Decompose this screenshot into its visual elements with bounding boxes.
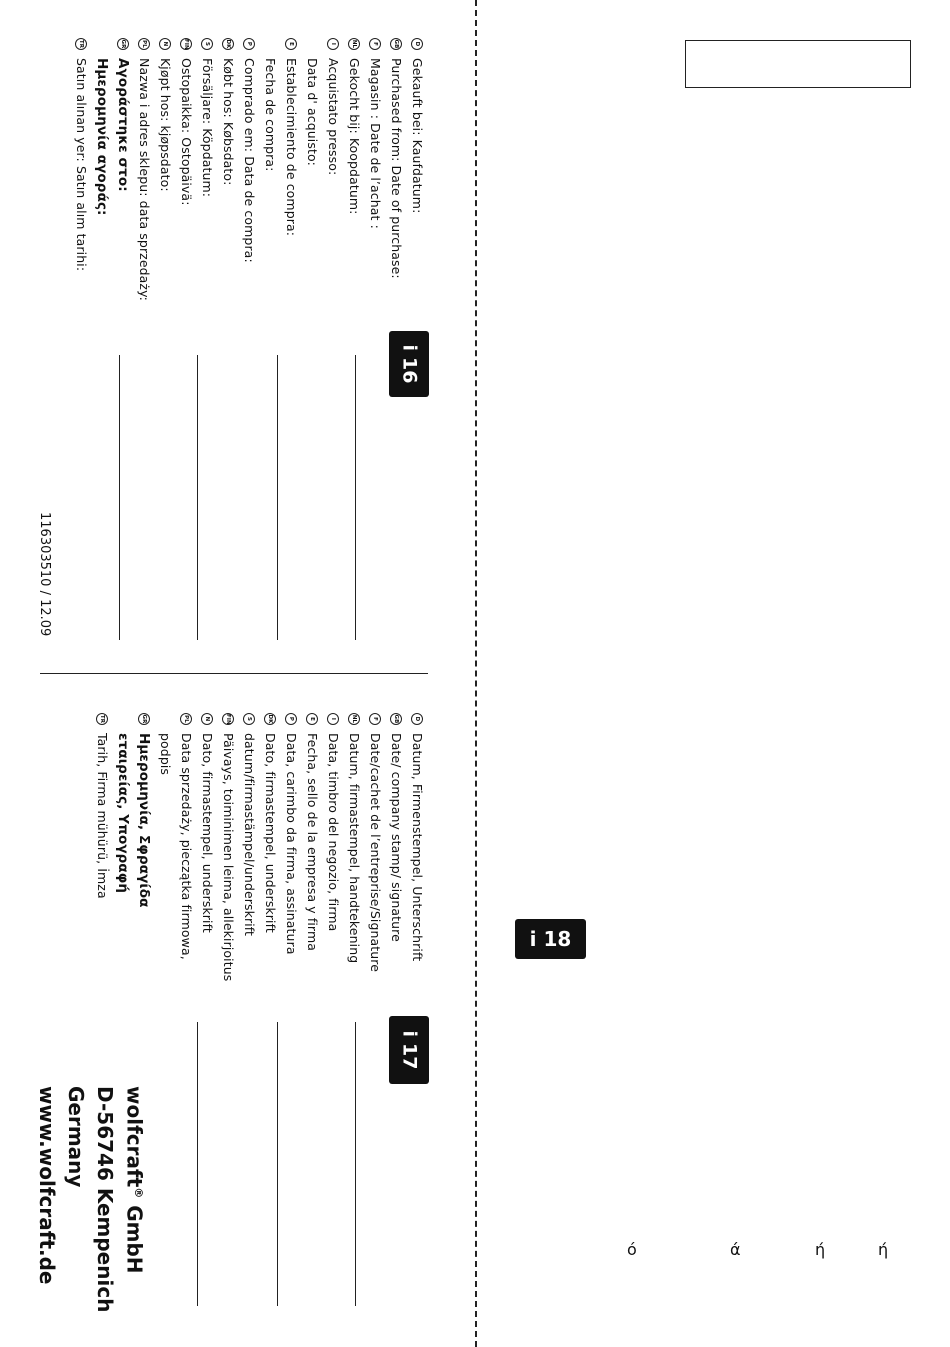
- language-row: [302, 38, 323, 301]
- info-icon: i: [398, 1030, 420, 1038]
- language-row: [407, 38, 428, 301]
- country-code-badge: I: [328, 38, 340, 50]
- language-row: [323, 38, 344, 301]
- row-text: Datum, firmastempel, handtekening: [347, 733, 362, 964]
- row-text: Satın alınan yer: Satın alım tarihi:: [74, 58, 89, 272]
- registered-mark: ®: [132, 1187, 145, 1199]
- language-row: [71, 38, 92, 301]
- language-row: [92, 38, 113, 301]
- language-row: [260, 713, 281, 981]
- info-icon: i: [398, 344, 420, 352]
- row-text: Kjøpt hos: kjøpsdato:: [158, 58, 173, 192]
- row-text: Magasin : Date de l’achat :: [368, 58, 383, 229]
- row-text: Nazwa i adres sklepu: data sprzedaży:: [137, 58, 152, 301]
- purchase-line-3: [197, 355, 198, 640]
- country-code-badge: F: [370, 713, 382, 725]
- country-code-badge: GR: [139, 713, 151, 725]
- language-row: [239, 38, 260, 301]
- country-code-badge: F: [370, 38, 382, 50]
- country-code-badge: S: [244, 713, 256, 725]
- company-country: Germany: [64, 1086, 89, 1188]
- badge-number: 17: [398, 1043, 420, 1070]
- country-code-badge: D: [412, 38, 424, 50]
- purchase-line-1: [355, 355, 356, 640]
- row-text: Ostopaikka: Ostopäivä:: [179, 58, 194, 206]
- language-row: [197, 713, 218, 981]
- language-row: [113, 38, 134, 301]
- language-row: [197, 38, 218, 301]
- row-text: Købt hos: Købsdato:: [221, 58, 236, 186]
- row-text: Dato, firmastempel, underskrift: [263, 733, 278, 933]
- country-code-badge: NL: [349, 713, 361, 725]
- country-code-badge: DK: [265, 713, 277, 725]
- language-row: [155, 713, 176, 981]
- badge-number: 18: [543, 927, 572, 951]
- country-code-badge: D: [412, 713, 424, 725]
- language-row: [92, 713, 113, 981]
- greek-char-2: ά: [730, 1240, 741, 1259]
- language-row: [176, 38, 197, 301]
- language-row: [176, 713, 197, 981]
- row-text: Purchased from: Date of purchase:: [389, 58, 404, 279]
- language-row: [386, 713, 407, 981]
- country-code-badge: GB: [391, 713, 403, 725]
- country-code-badge: N: [160, 38, 172, 50]
- signature-line-2: [277, 1022, 278, 1306]
- language-row: [344, 38, 365, 301]
- info-icon: i: [529, 927, 537, 951]
- language-row: [386, 38, 407, 301]
- country-code-badge: FIN: [181, 38, 193, 50]
- language-row: [239, 713, 260, 981]
- signature-info-block: [92, 713, 428, 981]
- country-code-badge: GR: [118, 38, 130, 50]
- country-code-badge: S: [202, 38, 214, 50]
- country-code-badge: I: [328, 713, 340, 725]
- purchase-line-4: [119, 355, 120, 640]
- signature-line-3: [197, 1022, 198, 1306]
- row-text: podpis: [158, 733, 173, 776]
- row-text: Acquistato presso:: [326, 58, 341, 176]
- purchase-line-2: [277, 355, 278, 640]
- greek-char-4: ή: [878, 1240, 889, 1259]
- language-row: [134, 38, 155, 301]
- country-code-badge: E: [307, 713, 319, 725]
- row-text: Päivays, toiminimen leima, allekirjoitus: [221, 733, 236, 982]
- empty-box: [685, 40, 911, 88]
- country-code-badge: PL: [139, 38, 151, 50]
- cut-line: [475, 0, 477, 1347]
- country-code-badge: NL: [349, 38, 361, 50]
- language-row: [218, 38, 239, 301]
- country-code-badge: PL: [181, 713, 193, 725]
- row-text: Date/ company stamp/ signature: [389, 733, 404, 942]
- row-text: Establecimiento de compra:: [284, 58, 299, 237]
- row-text: εταιρείας, Υπογραφή: [115, 733, 132, 894]
- row-text: Data, carimbo da firma, assinatura: [284, 733, 299, 955]
- language-row: [323, 713, 344, 981]
- greek-char-3: ή: [815, 1240, 826, 1259]
- country-code-badge: FIN: [223, 713, 235, 725]
- row-text: Fecha de compra:: [263, 58, 278, 172]
- language-row: [365, 38, 386, 301]
- row-text: Comprado em: Data de compra:: [242, 58, 257, 263]
- row-text: Ημερομηνία, Σφραγίδα: [136, 733, 153, 908]
- language-row: [113, 713, 134, 981]
- company-suffix: GmbH: [122, 1198, 147, 1274]
- country-code-badge: DK: [223, 38, 235, 50]
- badge-number: 16: [398, 357, 420, 384]
- info-badge-18: [515, 919, 586, 959]
- info-badge-16: [389, 331, 429, 397]
- language-row: [134, 713, 155, 981]
- company-street: D-56746 Kempenich: [93, 1086, 118, 1313]
- row-text: Data sprzedaży, pieczątka firmowa,: [179, 733, 194, 960]
- company-name: wolfcraft: [122, 1086, 147, 1188]
- language-row: [407, 713, 428, 981]
- row-text: Ημερομηνία αγοράς:: [94, 58, 111, 216]
- row-text: Gekocht bij: Koopdatum:: [347, 58, 362, 215]
- row-text: Datum, Firmenstempel, Unterschrift: [410, 733, 425, 962]
- language-row: [281, 38, 302, 301]
- language-row: [218, 713, 239, 981]
- country-code-badge: TR: [97, 713, 109, 725]
- company-website: www.wolfcraft.de: [35, 1086, 60, 1285]
- section-separator: [40, 673, 428, 674]
- greek-char-1: ό: [627, 1240, 637, 1259]
- language-row: [281, 713, 302, 981]
- signature-line-1: [355, 1022, 356, 1306]
- row-text: Försäljare: Köpdatum:: [200, 58, 215, 198]
- language-row: [365, 713, 386, 981]
- country-code-badge: GB: [391, 38, 403, 50]
- company-address: [32, 1086, 153, 1312]
- row-text: Data d' acquisto:: [305, 58, 320, 166]
- row-text: Gekauft bei: Kaufdatum:: [410, 58, 425, 214]
- row-text: Data, timbro del negozio, firma: [326, 733, 341, 932]
- purchase-info-block: [71, 38, 428, 301]
- row-text: Αγοράστηκε στο:: [115, 58, 132, 192]
- country-code-badge: N: [202, 713, 214, 725]
- country-code-badge: P: [286, 713, 298, 725]
- doc-number: 116303510 / 12.09: [37, 512, 52, 637]
- row-text: Tarih, Firma mühürü, İmza: [95, 733, 110, 899]
- country-code-badge: P: [244, 38, 256, 50]
- language-row: [344, 713, 365, 981]
- language-row: [302, 713, 323, 981]
- row-text: datum/firmastämpel/underskrift: [242, 733, 257, 937]
- row-text: Date/cachet de l’entreprise/Signature: [368, 733, 383, 973]
- row-text: Fecha, sello de la empresa y firma: [305, 733, 320, 951]
- country-code-badge: E: [286, 38, 298, 50]
- language-row: [155, 38, 176, 301]
- row-text: Dato, firmastempel, underskrift: [200, 733, 215, 933]
- language-row: [260, 38, 281, 301]
- country-code-badge: TR: [76, 38, 88, 50]
- info-badge-17: [389, 1016, 429, 1084]
